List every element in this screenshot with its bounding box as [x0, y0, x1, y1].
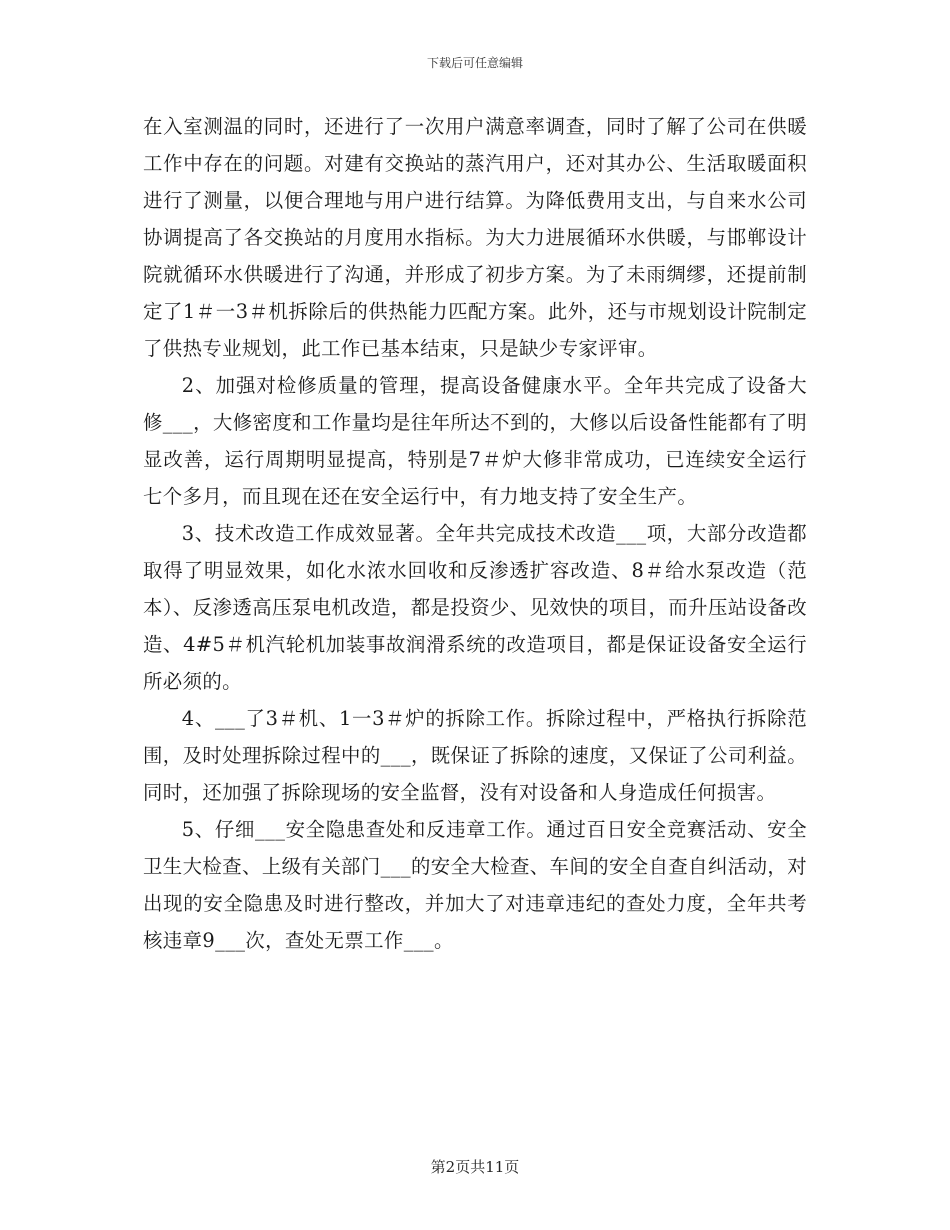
page-header-note: 下载后可任意编辑 — [426, 56, 523, 70]
document-body — [143, 108, 807, 959]
paragraph-item-3: 3、技术改造工作成效显著。全年共完成技术改造___项，大部分改造都取得了明显效果，如化水浓水回收和反渗透扩容改造、8＃给水泵改造（范本）、反渗透高压泵电机改造，都是投资少、见效快的项目，而升压站设备改造、4#5＃机汽轮机加装事故润滑系统的改造项目，都是保证设备安全运行所必须的。 — [143, 522, 807, 693]
paragraph-item-4: 4、___了3＃机、1一3＃炉的拆除工作。拆除过程中，严格执行拆除范围，及时处理拆除过程中的___，既保证了拆除的速度，又保证了公司利益。同时，还加强了拆除现场的安全监督，没有对设备和人身造成任何损害。 — [143, 707, 807, 804]
paragraph-continued: 在入室测温的同时，还进行了一次用户满意率调查，同时了解了公司在供暖工作中存在的问题。对建有交换站的蒸汽用户，还对其办公、生活取暖面积进行了测量，以便合理地与用户进行结算。为降低费用支出，与自来水公司协调提高了各交换站的月度用水指标。为大力进展循环水供暖，与邯郸设计院就循环水供暖进行了沟通，并形成了初步方案。为了未雨绸缪，还提前制定了1＃一3＃机拆除后的供热能力匹配方案。此外，还与市规划设计院制定了供热专业规划，此工作已基本结束，只是缺少专家评审。 — [143, 115, 807, 360]
paragraph-item-2: 2、加强对检修质量的管理，提高设备健康水平。全年共完成了设备大修___，大修密度和工作量均是往年所达不到的，大修以后设备性能都有了明显改善，运行周期明显提高，特别是7＃炉大修非常成功，已连续安全运行七个多月，而且现在还在安全运行中，有力地支持了安全生产。 — [143, 374, 807, 508]
paragraph-item-5: 5、仔细___安全隐患查处和反违章工作。通过百日安全竞赛活动、安全卫生大检查、上级有关部门___的安全大检查、车间的安全自查自纠活动，对出现的安全隐患及时进行整改，并加大了对违章违纪的查处力度，全年共考核违章9___次，查处无票工作___。 — [143, 818, 807, 952]
page-number: 第2页共11页 — [430, 1158, 520, 1176]
